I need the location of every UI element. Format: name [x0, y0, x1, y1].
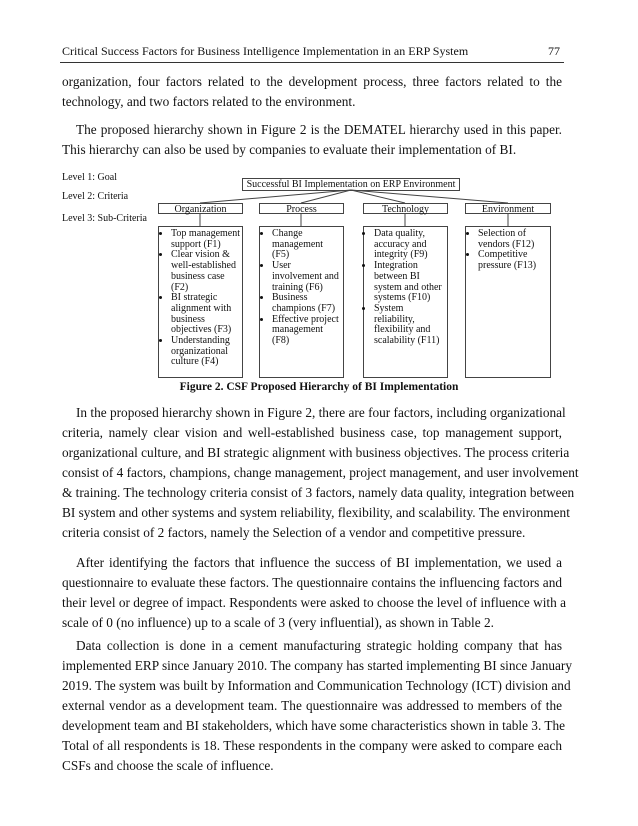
subcriterion: • Competitive pressure (F13) — [478, 250, 548, 271]
subcriterion: • Understanding organizational culture (F4) — [171, 336, 240, 368]
text-line: This hierarchy can also be used by companies to evaluate their implementation of BI. — [62, 142, 517, 157]
text-line: criteria consist of 2 factors, namely the Selection of a vendor and competitive pressure. — [62, 525, 526, 540]
text-line: development team and BI stakeholders, which have some characteristics shown in table 3. The — [62, 718, 566, 733]
text-line: After identifying the factors that influence the success of BI implementation, we used a — [76, 555, 562, 570]
subcriterion: • Data quality, accuracy and integrity (F9) — [374, 229, 445, 261]
text-line: The proposed hierarchy shown in Figure 2 is the DEMATEL hierarchy used in this paper. — [76, 122, 562, 137]
text-line: Total of all respondents is 18. These respondents in the company were asked to compare each — [62, 738, 562, 753]
text-line: organization, four factors related to the development process, three factors related to the — [62, 74, 562, 89]
subcriterion: • Change management (F5) — [272, 229, 341, 261]
criteria-process: Process — [259, 203, 344, 214]
subcriterion: • System reliability, flexibility and scalability (F11) — [374, 304, 445, 347]
text-line: technology, and two factors related to the environment. — [62, 94, 356, 109]
criteria-organization: Organization — [158, 203, 243, 214]
subcriterion: • BI strategic alignment with business objectives (F3) — [171, 293, 240, 336]
subcriterion: • Business champions (F7) — [272, 293, 341, 314]
subcriterion: • Selection of vendors (F12) — [478, 229, 548, 250]
text-line: & training. The technology criteria consist of 3 factors, namely data quality, integration between — [62, 485, 575, 500]
text-line: criteria, namely clear vision and well-established business case, top management support, — [62, 425, 562, 440]
subcriterion: • Effective project management (F8) — [272, 315, 341, 347]
text-line: 2019. The system was built by Information and Communication Technology (ICT) division and — [62, 678, 571, 693]
text-line: external vendor as a development team. The questionnaire was addressed to members of the — [62, 698, 562, 713]
paragraph-3 — [62, 403, 579, 543]
paragraph-5 — [62, 636, 572, 776]
text-line: implemented ERP since January 2010. The company has started implementing BI since January — [62, 658, 572, 673]
text-line: Data collection is done in a cement manufacturing strategic holding company that has — [76, 638, 562, 653]
subcriterion: • Clear vision & well-established business case (F2) — [171, 250, 240, 293]
connector — [351, 190, 508, 203]
text-line: CSFs and choose the scale of influence. — [62, 758, 274, 773]
text-line: organizational culture, and BI strategic alignment with business objectives. The process criteria — [62, 445, 570, 460]
subcriterion: • Top management support (F1) — [171, 229, 240, 250]
paragraph-4 — [62, 553, 566, 633]
goal-box: Successful BI Implementation on ERP Environment — [242, 178, 460, 191]
text-line: their level or degree of impact. Respondents were asked to choose the level of influence with a — [62, 595, 566, 610]
text-line: In the proposed hierarchy shown in Figure 2, there are four factors, including organizational — [76, 405, 566, 420]
connector — [200, 190, 351, 203]
text-line: scale of 0 (no influence) up to a scale of 3 (very influential), as shown in Table 2. — [62, 615, 494, 630]
criteria-environment: Environment — [465, 203, 551, 214]
text-line: questionnaire to evaluate these factors. The questionnaire contains the influencing factors and — [62, 575, 562, 590]
subcriteria-environment — [465, 226, 551, 378]
subcriterion: • Integration between BI system and other systems (F10) — [374, 261, 445, 304]
level-3-label: Level 3: Sub-Criteria — [62, 213, 147, 224]
subcriteria-process — [259, 226, 344, 378]
level-1-label: Level 1: Goal — [62, 172, 117, 183]
figure-caption: Figure 2. CSF Proposed Hierarchy of BI Implementation — [179, 381, 459, 393]
level-2-label: Level 2: Criteria — [62, 191, 129, 202]
subcriterion: • User involvement and training (F6) — [272, 261, 341, 293]
subcriteria-organization — [158, 226, 243, 378]
text-line: consist of 4 factors, champions, change management, project management, and user involvement — [62, 465, 579, 480]
page-number: 77 — [548, 44, 560, 58]
text-line: BI system and other systems and system reliability, flexibility, and scalability. The environment — [62, 505, 570, 520]
running-title: Critical Success Factors for Business Intelligence Implementation in an ERP System — [62, 44, 469, 58]
criteria-technology: Technology — [363, 203, 448, 214]
subcriteria-technology — [363, 226, 448, 378]
